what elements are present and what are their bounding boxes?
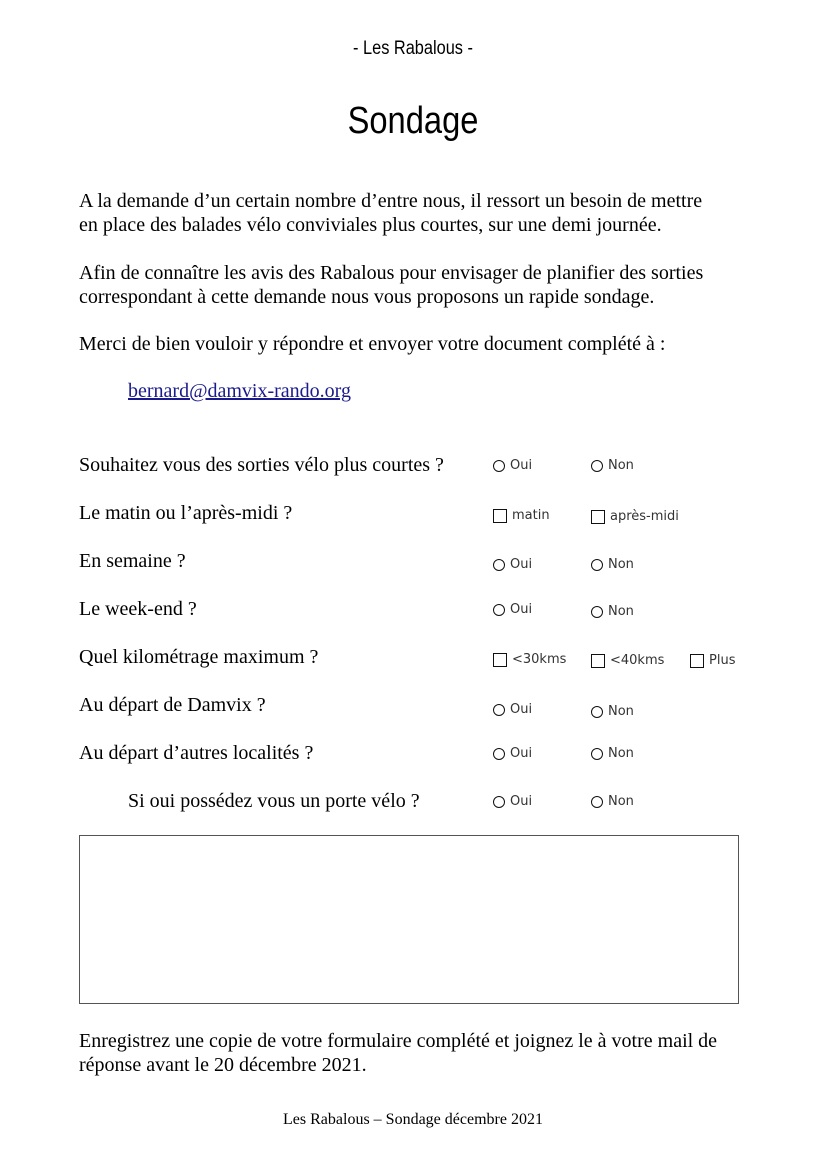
radio-icon[interactable] xyxy=(493,704,505,716)
radio-icon[interactable] xyxy=(591,748,603,760)
q4-option-oui[interactable]: Oui xyxy=(493,602,532,617)
radio-icon[interactable] xyxy=(591,606,603,618)
radio-icon[interactable] xyxy=(493,748,505,760)
q3-option-non[interactable]: Non xyxy=(591,557,634,572)
q7-option-oui[interactable]: Oui xyxy=(493,746,532,761)
q6-option-non[interactable]: Non xyxy=(591,704,634,719)
radio-icon[interactable] xyxy=(493,796,505,808)
question-label-5: Quel kilométrage maximum ? xyxy=(79,646,319,668)
radio-icon[interactable] xyxy=(591,706,603,718)
q2-option-apres-midi[interactable]: après-midi xyxy=(591,509,679,524)
radio-icon[interactable] xyxy=(591,460,603,472)
checkbox-icon[interactable] xyxy=(591,654,605,668)
radio-icon[interactable] xyxy=(591,796,603,808)
q8-option-non[interactable]: Non xyxy=(591,794,634,809)
page-footer: Les Rabalous – Sondage décembre 2021 xyxy=(283,1111,543,1128)
q8-option-oui[interactable]: Oui xyxy=(493,794,532,809)
question-label-1: Souhaitez vous des sorties vélo plus courtes ? xyxy=(79,454,444,476)
checkbox-icon[interactable] xyxy=(591,510,605,524)
intro-paragraph-3: Merci de bien vouloir y répondre et envoyer votre document complété à : xyxy=(79,333,666,355)
intro-paragraph-2 xyxy=(79,261,759,309)
question-label-4: Le week-end ? xyxy=(79,598,197,620)
page-title: Sondage xyxy=(347,100,479,142)
closing-line2: réponse avant le 20 décembre 2021. xyxy=(79,1054,367,1076)
radio-icon[interactable] xyxy=(493,559,505,571)
intro-p2-line2: correspondant à cette demande nous vous proposons un rapide sondage. xyxy=(79,286,655,308)
intro-p1-line2: en place des balades vélo conviviales plus courtes, sur une demi journée. xyxy=(79,214,662,236)
q1-option-oui[interactable]: Oui xyxy=(493,458,532,473)
intro-p2-line1: Afin de connaître les avis des Rabalous pour envisager de planifier des sorties xyxy=(79,262,704,284)
closing-line1: Enregistrez une copie de votre formulaire complété et joignez le à votre mail de xyxy=(79,1030,718,1052)
q6-option-oui[interactable]: Oui xyxy=(493,702,532,717)
checkbox-icon[interactable] xyxy=(493,653,507,667)
closing-paragraph xyxy=(79,1029,779,1077)
question-label-3: En semaine ? xyxy=(79,550,186,572)
question-label-7: Au départ d’autres localités ? xyxy=(79,742,314,764)
intro-paragraph-1 xyxy=(79,189,759,237)
question-label-2: Le matin ou l’après-midi ? xyxy=(79,502,293,524)
q4-option-non[interactable]: Non xyxy=(591,604,634,619)
q5-option-plus[interactable]: Plus xyxy=(690,653,735,668)
radio-icon[interactable] xyxy=(591,559,603,571)
checkbox-icon[interactable] xyxy=(690,654,704,668)
question-label-8: Si oui possédez vous un porte vélo ? xyxy=(128,790,420,812)
q3-option-oui[interactable]: Oui xyxy=(493,557,532,572)
question-label-6: Au départ de Damvix ? xyxy=(79,694,266,716)
comment-textarea[interactable] xyxy=(79,835,739,1004)
q5-option-40kms[interactable]: <40kms xyxy=(591,653,664,668)
intro-p1-line1: A la demande d’un certain nombre d’entre nous, il ressort un besoin de mettre xyxy=(79,190,703,212)
email-link[interactable]: bernard@damvix-rando.org xyxy=(128,380,351,402)
org-header: - Les Rabalous - xyxy=(353,38,473,59)
q1-option-non[interactable]: Non xyxy=(591,458,634,473)
checkbox-icon[interactable] xyxy=(493,509,507,523)
q2-option-matin[interactable]: matin xyxy=(493,508,550,523)
radio-icon[interactable] xyxy=(493,604,505,616)
q5-option-30kms[interactable]: <30kms xyxy=(493,652,566,667)
q7-option-non[interactable]: Non xyxy=(591,746,634,761)
radio-icon[interactable] xyxy=(493,460,505,472)
